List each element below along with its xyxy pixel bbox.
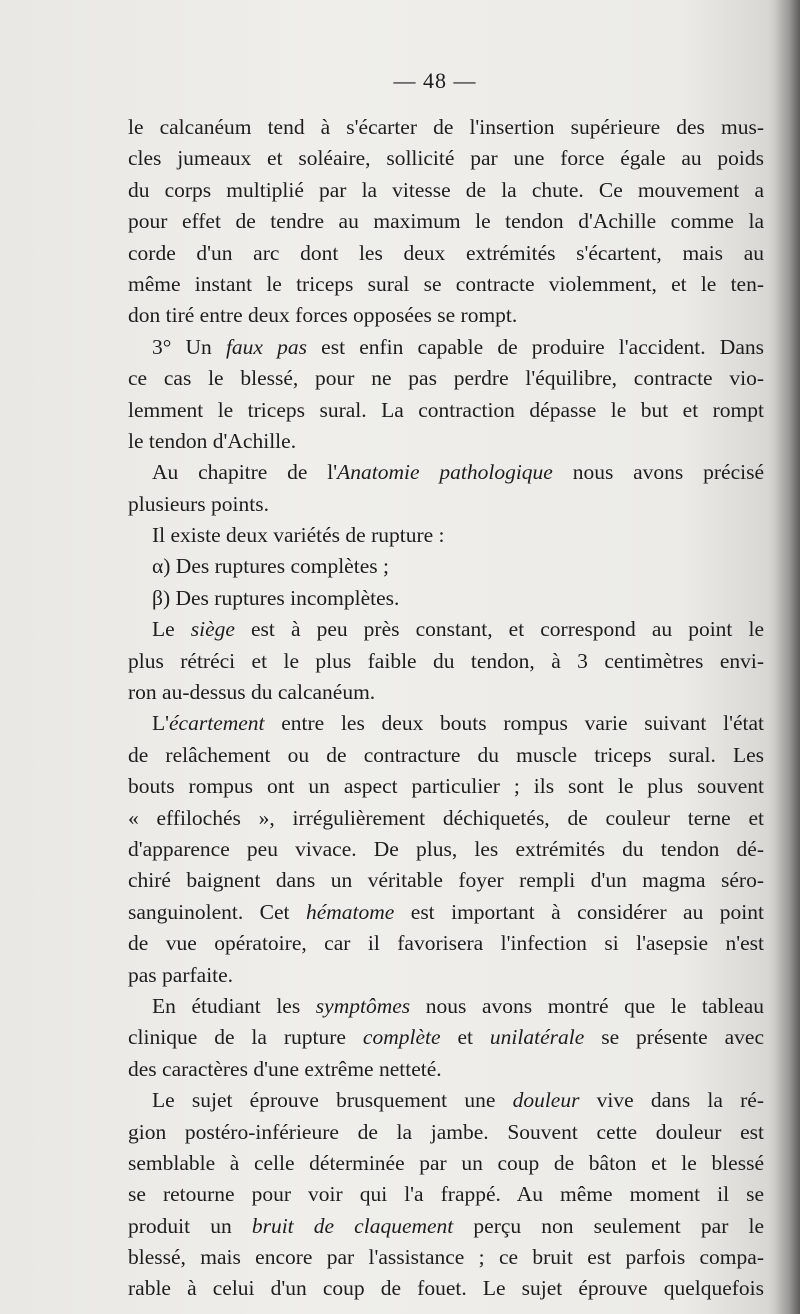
- text-line: don tiré entre deux forces opposées se rompt.: [128, 303, 518, 328]
- text-line: du corps multiplié par la vitesse de la chute. Ce mouvement a: [128, 177, 764, 202]
- text-line: blessé, mais encore par l'assistance ; ce bruit est parfois compa-: [128, 1245, 764, 1270]
- body-text: [128, 112, 764, 1305]
- text-line: produit un bruit de claquement perçu non seulement par le: [128, 1213, 764, 1238]
- text-line: plus rétréci et le plus faible du tendon, à 3 centimètres envi-: [128, 648, 764, 673]
- text-line: semblable à celle déterminée par un coup de bâton et le blessé: [128, 1150, 764, 1175]
- text-line: se retourne pour voir qui l'a frappé. Au même moment il se: [128, 1182, 764, 1207]
- text-line: des caractères d'une extrême netteté.: [128, 1056, 442, 1081]
- text-line: sanguinolent. Cet hématome est important à considérer au point: [128, 899, 764, 924]
- text-line: clinique de la rupture complète et unilatérale se présente avec: [128, 1025, 764, 1050]
- text-line: chiré baignent dans un véritable foyer rempli d'un magma séro-: [128, 868, 764, 893]
- text-line: ce cas le blessé, pour ne pas perdre l'équilibre, contracte vio-: [128, 366, 764, 391]
- text-line: En étudiant les symptômes nous avons montré que le tableau: [152, 993, 764, 1018]
- page-edge-shadow: [774, 0, 800, 1314]
- text-line: Au chapitre de l'Anatomie pathologique nous avons précisé: [152, 460, 765, 485]
- text-line: de relâchement ou de contracture du muscle triceps sural. Les: [128, 742, 764, 767]
- text-line: gion postéro-inférieure de la jambe. Souvent cette douleur est: [128, 1119, 764, 1144]
- text-line: Le sujet éprouve brusquement une douleur vive dans la ré-: [152, 1088, 764, 1113]
- text-line: corde d'un arc dont les deux extrémités s'écartent, mais au: [128, 240, 764, 265]
- text-line: d'apparence peu vivace. De plus, les extrémités du tendon dé-: [128, 836, 764, 861]
- text-line: rable à celui d'un coup de fouet. Le sujet éprouve quelquefois: [128, 1276, 764, 1301]
- text-line: ron au-dessus du calcanéum.: [128, 680, 376, 705]
- text-line: Le siège est à peu près constant, et correspond au point le: [152, 617, 764, 642]
- text-line: β) Des ruptures incomplètes.: [152, 585, 400, 610]
- text-line: de vue opératoire, car il favorisera l'infection si l'asepsie n'est: [128, 931, 764, 956]
- text-line: le calcanéum tend à s'écarter de l'insertion supérieure des mus-: [128, 115, 764, 139]
- text-line: « effilochés », irrégulièrement déchiquetés, de couleur terne et: [128, 805, 764, 830]
- text-line: même instant le triceps sural se contracte violemment, et le ten-: [128, 271, 764, 296]
- text-line: cles jumeaux et soléaire, sollicité par une force égale au poids: [128, 146, 764, 171]
- text-line: le tendon d'Achille.: [128, 428, 297, 453]
- text-line: lemment le triceps sural. La contraction dépasse le but et rompt: [128, 397, 764, 422]
- text-line: bouts rompus ont un aspect particulier ; ils sont le plus souvent: [128, 774, 764, 799]
- text-line: Il existe deux variétés de rupture :: [152, 523, 445, 548]
- text-line: plusieurs points.: [128, 491, 269, 516]
- text-line: 3° Un faux pas est enfin capable de produire l'accident. Dans: [152, 334, 764, 359]
- text-line: pour effet de tendre au maximum le tendon d'Achille comme la: [128, 209, 764, 234]
- text-line: L'écartement entre les deux bouts rompus varie suivant l'état: [152, 711, 764, 736]
- page-number: — 48 —: [393, 68, 477, 93]
- text-line: α) Des ruptures complètes ;: [152, 554, 389, 579]
- text-line: pas parfaite.: [128, 962, 234, 987]
